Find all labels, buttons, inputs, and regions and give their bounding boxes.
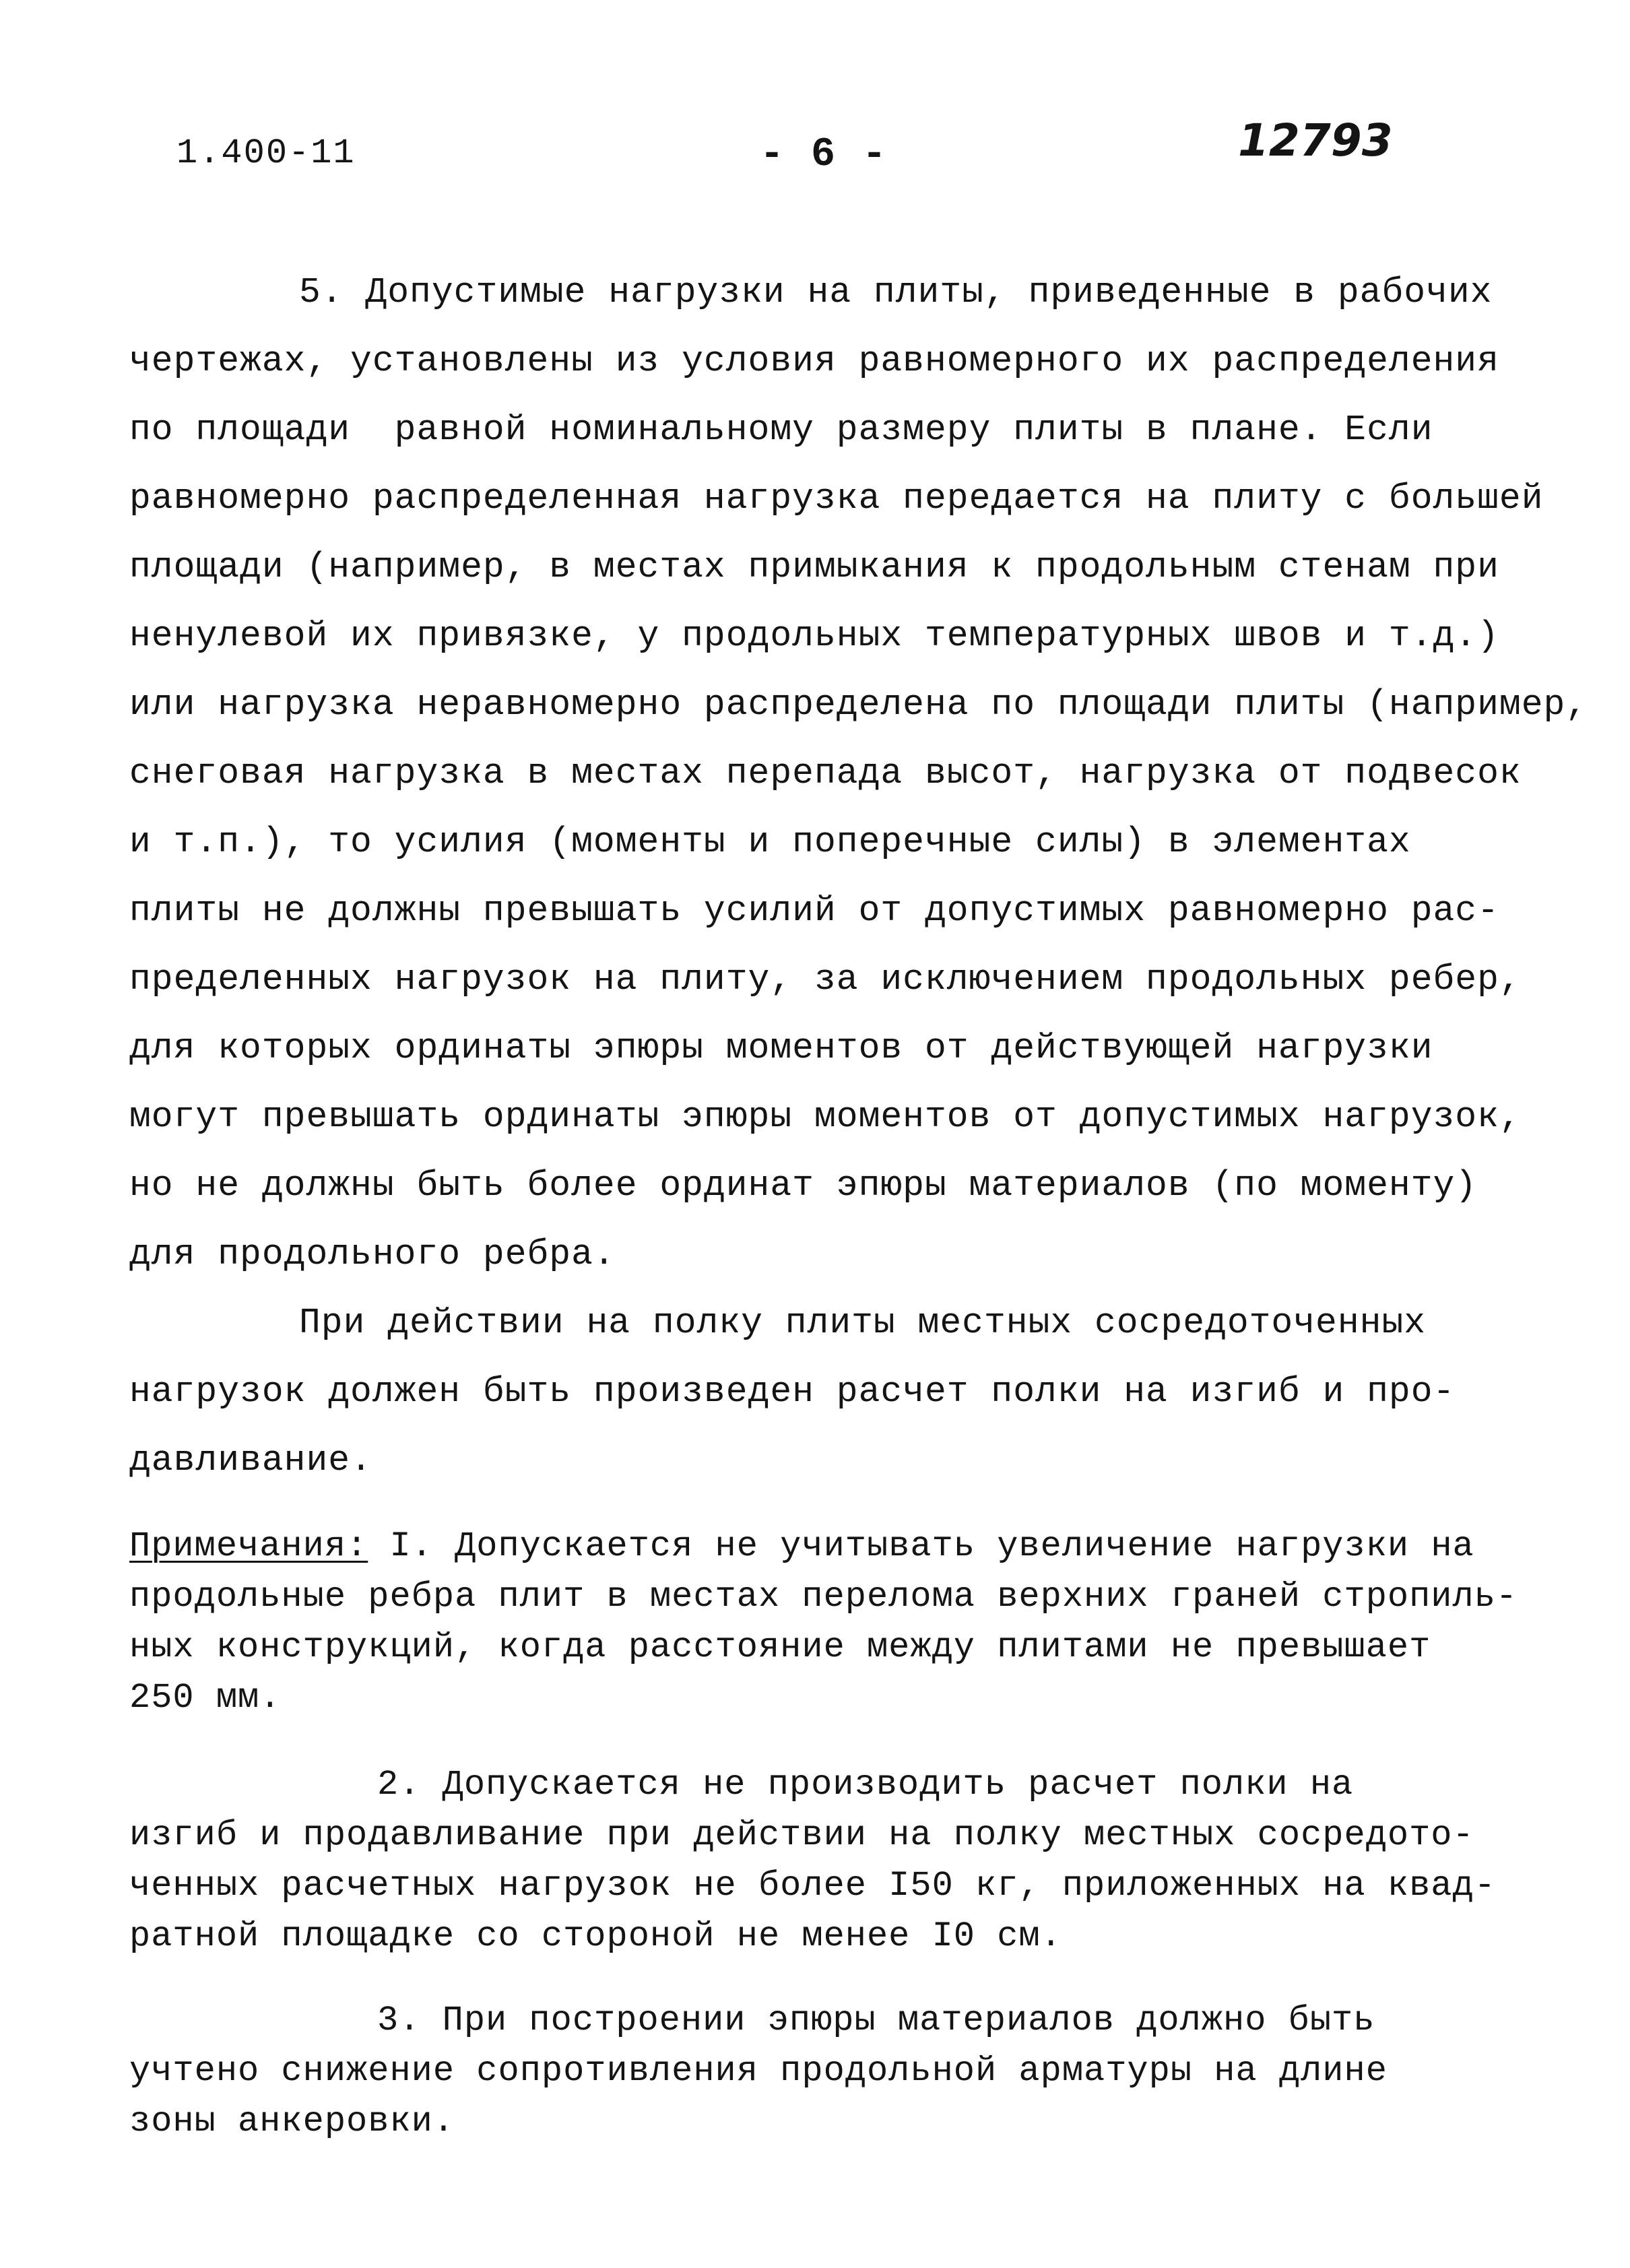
text-line: пределенных нагрузок на плиту, за исключением продольных ребер, [129, 959, 1522, 1000]
text-line: для продольного ребра. [129, 1234, 616, 1274]
text-line: для которых ординаты эпюры моментов от действующей нагрузки [129, 1028, 1433, 1068]
text-line: или нагрузка неравномерно распределена по площади плиты (например, [129, 684, 1588, 725]
text-line: 250 мм. [129, 1678, 282, 1718]
text-line: площади (например, в местах примыкания к продольным стенам при [129, 547, 1499, 587]
text-line: ных конструкций, когда расстояние между плитами не превышает [129, 1627, 1431, 1667]
text-line: 3. При построении эпюры материалов должно быть [377, 2001, 1375, 2040]
text-line: но не должны быть более ординат эпюры материалов (по моменту) [129, 1165, 1478, 1206]
text-line: по площади равной номинальному размеру плиты в плане. Если [129, 410, 1433, 450]
text-line: нагрузок должен быть произведен расчет полки на изгиб и про- [129, 1371, 1456, 1412]
note-1-first-line [129, 1526, 1474, 1567]
notes-label: Примечания: [129, 1526, 368, 1566]
text-line: продольные ребра плит в местах перелома верхних граней стропиль- [129, 1577, 1518, 1617]
text-line: изгиб и продавливание при действии на полку местных сосредото- [129, 1815, 1474, 1855]
text-line: снеговая нагрузка в местах перепада высот, нагрузка от подвесок [129, 753, 1522, 793]
text-line: давливание. [129, 1440, 372, 1481]
text-line: учтено снижение сопротивления продольной арматуры на длине [129, 2051, 1388, 2091]
text-line: ратной площадке со стороной не менее I0 см. [129, 1916, 1062, 1956]
text-line: 2. Допускается не производить расчет полки на [377, 1765, 1354, 1805]
handwritten-document-number: 12793 [1238, 115, 1393, 166]
text-line: равномерно распределенная нагрузка передается на плиту с большей [129, 478, 1544, 519]
note-1-text: I. Допускается не учитывать увеличение нагрузки на [368, 1526, 1474, 1566]
text-line: ченных расчетных нагрузок не более I50 кг, приложенных на квад- [129, 1866, 1496, 1906]
text-line: ненулевой их привязке, у продольных температурных швов и т.д.) [129, 616, 1499, 656]
document-code: 1.400-11 [176, 133, 356, 173]
text-line: зоны анкеровки. [129, 2102, 455, 2141]
text-line: могут превышать ординаты эпюры моментов от допустимых нагрузок, [129, 1097, 1522, 1137]
text-line: чертежах, установлены из условия равномерного их распределения [129, 341, 1499, 381]
text-line: 5. Допустимые нагрузки на плиты, приведенные в рабочих [299, 272, 1493, 313]
text-line: плиты не должны превышать усилий от допустимых равномерно рас- [129, 890, 1499, 931]
text-line: При действии на полку плиты местных сосредоточенных [299, 1303, 1427, 1343]
page-number: - 6 - [760, 132, 888, 178]
text-line: и т.п.), то усилия (моменты и поперечные силы) в элементах [129, 822, 1411, 862]
